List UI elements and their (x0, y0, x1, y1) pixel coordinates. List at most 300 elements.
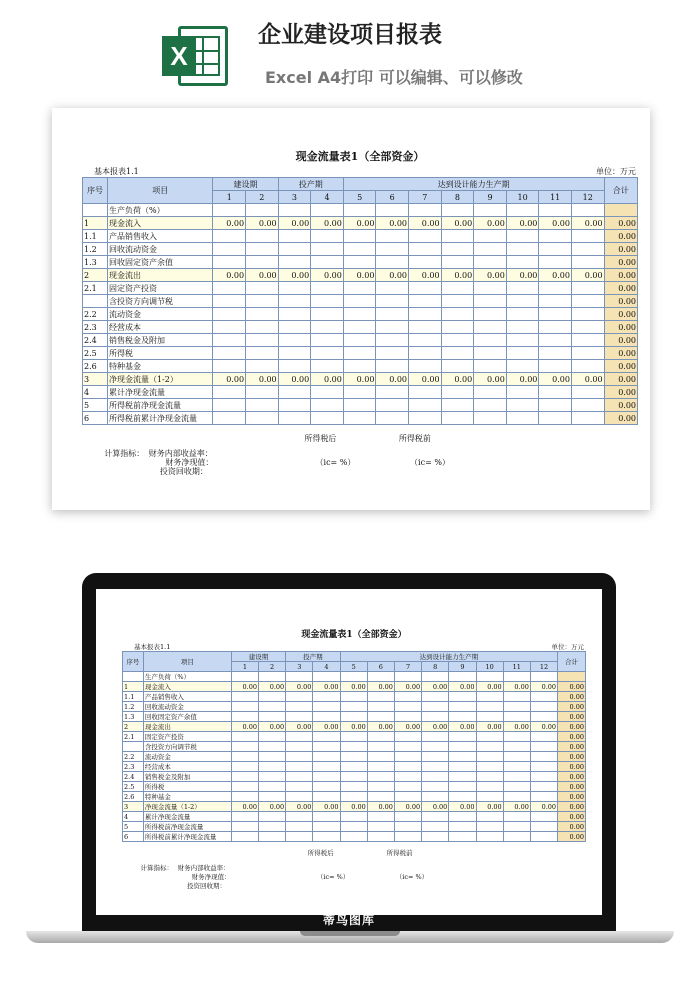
total-cell[interactable]: 0.00 (604, 217, 637, 230)
value-cell[interactable] (367, 692, 394, 702)
value-cell[interactable] (246, 204, 279, 217)
value-cell[interactable]: 0.00 (278, 373, 311, 386)
value-cell[interactable] (476, 832, 503, 842)
value-cell[interactable] (376, 399, 409, 412)
total-cell[interactable]: 0.00 (604, 230, 637, 243)
row-item[interactable]: 净现金流量（1-2） (143, 802, 231, 812)
row-seq[interactable] (83, 204, 108, 217)
total-cell[interactable]: 0.00 (604, 399, 637, 412)
row-seq[interactable]: 2.6 (83, 360, 108, 373)
value-cell[interactable] (246, 360, 279, 373)
value-cell[interactable] (506, 282, 539, 295)
value-cell[interactable] (474, 282, 507, 295)
value-cell[interactable] (313, 752, 340, 762)
value-cell[interactable] (394, 792, 421, 802)
value-cell[interactable]: 0.00 (231, 802, 258, 812)
value-cell[interactable] (422, 672, 449, 682)
value-cell[interactable] (278, 334, 311, 347)
row-seq[interactable] (83, 295, 108, 308)
value-cell[interactable]: 0.00 (259, 802, 286, 812)
value-cell[interactable] (476, 752, 503, 762)
value-cell[interactable] (422, 782, 449, 792)
value-cell[interactable] (231, 672, 258, 682)
value-cell[interactable] (246, 386, 279, 399)
value-cell[interactable]: 0.00 (530, 802, 557, 812)
total-cell[interactable]: 0.00 (604, 347, 637, 360)
value-cell[interactable]: 0.00 (213, 373, 246, 386)
value-cell[interactable] (476, 692, 503, 702)
value-cell[interactable] (503, 672, 530, 682)
value-cell[interactable] (278, 321, 311, 334)
value-cell[interactable] (506, 386, 539, 399)
value-cell[interactable] (441, 282, 474, 295)
value-cell[interactable]: 0.00 (278, 217, 311, 230)
value-cell[interactable] (340, 792, 367, 802)
value-cell[interactable] (474, 334, 507, 347)
value-cell[interactable] (278, 243, 311, 256)
value-cell[interactable] (449, 712, 476, 722)
value-cell[interactable] (343, 347, 376, 360)
value-cell[interactable] (530, 672, 557, 682)
row-item[interactable]: 现金流入 (143, 682, 231, 692)
value-cell[interactable] (506, 399, 539, 412)
value-cell[interactable] (340, 692, 367, 702)
value-cell[interactable] (343, 256, 376, 269)
value-cell[interactable] (503, 702, 530, 712)
row-seq[interactable]: 2.1 (83, 282, 108, 295)
value-cell[interactable]: 0.00 (313, 722, 340, 732)
value-cell[interactable] (313, 832, 340, 842)
value-cell[interactable] (571, 347, 604, 360)
value-cell[interactable] (311, 204, 344, 217)
value-cell[interactable]: 0.00 (409, 373, 442, 386)
value-cell[interactable] (571, 308, 604, 321)
value-cell[interactable]: 0.00 (506, 373, 539, 386)
value-cell[interactable] (503, 772, 530, 782)
value-cell[interactable] (286, 672, 313, 682)
value-cell[interactable] (409, 230, 442, 243)
value-cell[interactable] (259, 672, 286, 682)
value-cell[interactable]: 0.00 (343, 269, 376, 282)
row-item[interactable]: 所得税 (107, 347, 212, 360)
value-cell[interactable] (376, 295, 409, 308)
row-item[interactable]: 特种基金 (107, 360, 212, 373)
total-cell[interactable]: 0.00 (558, 752, 586, 762)
value-cell[interactable] (422, 752, 449, 762)
value-cell[interactable]: 0.00 (530, 682, 557, 692)
row-seq[interactable]: 3 (83, 373, 108, 386)
value-cell[interactable] (474, 399, 507, 412)
value-cell[interactable] (394, 762, 421, 772)
value-cell[interactable] (571, 282, 604, 295)
value-cell[interactable] (367, 732, 394, 742)
value-cell[interactable]: 0.00 (474, 373, 507, 386)
value-cell[interactable] (539, 243, 572, 256)
value-cell[interactable] (474, 256, 507, 269)
value-cell[interactable] (259, 792, 286, 802)
value-cell[interactable] (313, 822, 340, 832)
row-item[interactable]: 所得税前净现金流量 (143, 822, 231, 832)
total-cell[interactable]: 0.00 (558, 792, 586, 802)
value-cell[interactable] (343, 230, 376, 243)
value-cell[interactable] (422, 772, 449, 782)
value-cell[interactable] (506, 204, 539, 217)
value-cell[interactable]: 0.00 (506, 269, 539, 282)
value-cell[interactable] (474, 230, 507, 243)
row-item[interactable]: 含投资方向调节税 (143, 742, 231, 752)
value-cell[interactable] (441, 204, 474, 217)
value-cell[interactable] (503, 782, 530, 792)
value-cell[interactable] (506, 321, 539, 334)
total-cell[interactable]: 0.00 (604, 412, 637, 425)
value-cell[interactable] (539, 412, 572, 425)
row-seq[interactable]: 2.6 (123, 792, 144, 802)
total-cell[interactable]: 0.00 (604, 243, 637, 256)
value-cell[interactable] (340, 822, 367, 832)
row-seq[interactable]: 2.3 (123, 762, 144, 772)
value-cell[interactable] (530, 772, 557, 782)
value-cell[interactable]: 0.00 (506, 217, 539, 230)
value-cell[interactable]: 0.00 (474, 269, 507, 282)
value-cell[interactable] (259, 762, 286, 772)
value-cell[interactable]: 0.00 (441, 217, 474, 230)
value-cell[interactable] (340, 742, 367, 752)
value-cell[interactable] (259, 752, 286, 762)
value-cell[interactable] (422, 712, 449, 722)
value-cell[interactable] (246, 321, 279, 334)
value-cell[interactable]: 0.00 (503, 802, 530, 812)
value-cell[interactable] (340, 702, 367, 712)
value-cell[interactable] (422, 742, 449, 752)
value-cell[interactable] (506, 243, 539, 256)
value-cell[interactable] (530, 832, 557, 842)
value-cell[interactable] (394, 752, 421, 762)
value-cell[interactable] (539, 321, 572, 334)
value-cell[interactable] (213, 386, 246, 399)
value-cell[interactable] (394, 692, 421, 702)
value-cell[interactable]: 0.00 (571, 373, 604, 386)
value-cell[interactable] (539, 295, 572, 308)
total-cell[interactable]: 0.00 (558, 772, 586, 782)
value-cell[interactable] (394, 702, 421, 712)
row-seq[interactable]: 2.4 (123, 772, 144, 782)
value-cell[interactable] (340, 712, 367, 722)
row-item[interactable]: 累计净现金流量 (143, 812, 231, 822)
value-cell[interactable] (231, 732, 258, 742)
value-cell[interactable] (476, 812, 503, 822)
value-cell[interactable] (311, 360, 344, 373)
value-cell[interactable] (311, 412, 344, 425)
value-cell[interactable] (530, 692, 557, 702)
value-cell[interactable] (449, 752, 476, 762)
value-cell[interactable] (367, 762, 394, 772)
value-cell[interactable]: 0.00 (449, 802, 476, 812)
value-cell[interactable] (474, 386, 507, 399)
value-cell[interactable] (231, 772, 258, 782)
value-cell[interactable]: 0.00 (571, 269, 604, 282)
value-cell[interactable] (367, 822, 394, 832)
total-cell[interactable]: 0.00 (604, 308, 637, 321)
value-cell[interactable] (441, 386, 474, 399)
value-cell[interactable] (539, 334, 572, 347)
total-cell[interactable]: 0.00 (558, 732, 586, 742)
row-item[interactable]: 回收流动资金 (143, 702, 231, 712)
value-cell[interactable]: 0.00 (343, 373, 376, 386)
row-item[interactable]: 经营成本 (107, 321, 212, 334)
value-cell[interactable] (476, 742, 503, 752)
value-cell[interactable] (449, 762, 476, 772)
value-cell[interactable] (449, 822, 476, 832)
value-cell[interactable] (286, 832, 313, 842)
value-cell[interactable] (367, 702, 394, 712)
value-cell[interactable] (311, 308, 344, 321)
total-cell[interactable] (604, 204, 637, 217)
value-cell[interactable] (311, 243, 344, 256)
value-cell[interactable] (474, 204, 507, 217)
value-cell[interactable] (449, 792, 476, 802)
value-cell[interactable] (409, 308, 442, 321)
value-cell[interactable] (394, 772, 421, 782)
value-cell[interactable] (571, 386, 604, 399)
value-cell[interactable] (340, 812, 367, 822)
value-cell[interactable] (409, 321, 442, 334)
value-cell[interactable]: 0.00 (278, 269, 311, 282)
value-cell[interactable]: 0.00 (311, 373, 344, 386)
total-cell[interactable]: 0.00 (558, 802, 586, 812)
value-cell[interactable]: 0.00 (422, 722, 449, 732)
value-cell[interactable] (441, 243, 474, 256)
value-cell[interactable]: 0.00 (311, 269, 344, 282)
value-cell[interactable] (343, 295, 376, 308)
value-cell[interactable] (474, 360, 507, 373)
value-cell[interactable] (441, 347, 474, 360)
value-cell[interactable]: 0.00 (367, 722, 394, 732)
value-cell[interactable] (503, 822, 530, 832)
value-cell[interactable] (449, 672, 476, 682)
value-cell[interactable] (571, 399, 604, 412)
value-cell[interactable]: 0.00 (340, 802, 367, 812)
value-cell[interactable]: 0.00 (376, 373, 409, 386)
value-cell[interactable] (259, 692, 286, 702)
total-cell[interactable]: 0.00 (604, 360, 637, 373)
value-cell[interactable] (231, 692, 258, 702)
value-cell[interactable] (231, 822, 258, 832)
value-cell[interactable] (539, 282, 572, 295)
row-seq[interactable]: 1.2 (123, 702, 144, 712)
value-cell[interactable] (571, 256, 604, 269)
value-cell[interactable]: 0.00 (376, 217, 409, 230)
value-cell[interactable] (506, 412, 539, 425)
row-seq[interactable]: 2.2 (123, 752, 144, 762)
value-cell[interactable] (343, 204, 376, 217)
value-cell[interactable]: 0.00 (394, 682, 421, 692)
value-cell[interactable] (278, 360, 311, 373)
value-cell[interactable] (571, 243, 604, 256)
value-cell[interactable] (278, 295, 311, 308)
value-cell[interactable] (231, 792, 258, 802)
value-cell[interactable] (311, 334, 344, 347)
value-cell[interactable] (231, 832, 258, 842)
value-cell[interactable] (476, 702, 503, 712)
value-cell[interactable] (367, 832, 394, 842)
row-item[interactable]: 固定资产投资 (107, 282, 212, 295)
value-cell[interactable]: 0.00 (246, 373, 279, 386)
value-cell[interactable] (503, 712, 530, 722)
value-cell[interactable] (231, 782, 258, 792)
value-cell[interactable] (571, 321, 604, 334)
value-cell[interactable] (278, 399, 311, 412)
value-cell[interactable] (376, 334, 409, 347)
value-cell[interactable] (449, 772, 476, 782)
value-cell[interactable] (503, 692, 530, 702)
value-cell[interactable] (343, 399, 376, 412)
row-seq[interactable]: 1.3 (83, 256, 108, 269)
value-cell[interactable]: 0.00 (476, 682, 503, 692)
row-item[interactable]: 净现金流量（1-2） (107, 373, 212, 386)
value-cell[interactable] (231, 762, 258, 772)
value-cell[interactable] (474, 321, 507, 334)
value-cell[interactable] (213, 256, 246, 269)
value-cell[interactable] (311, 321, 344, 334)
value-cell[interactable] (376, 308, 409, 321)
value-cell[interactable] (409, 399, 442, 412)
value-cell[interactable] (476, 712, 503, 722)
value-cell[interactable] (376, 386, 409, 399)
row-item[interactable]: 销售税金及附加 (143, 772, 231, 782)
value-cell[interactable] (394, 732, 421, 742)
value-cell[interactable]: 0.00 (422, 682, 449, 692)
value-cell[interactable]: 0.00 (394, 802, 421, 812)
value-cell[interactable] (259, 732, 286, 742)
value-cell[interactable] (246, 282, 279, 295)
value-cell[interactable] (213, 347, 246, 360)
value-cell[interactable] (340, 672, 367, 682)
value-cell[interactable] (213, 282, 246, 295)
value-cell[interactable] (409, 256, 442, 269)
value-cell[interactable]: 0.00 (286, 682, 313, 692)
value-cell[interactable]: 0.00 (394, 722, 421, 732)
value-cell[interactable] (422, 732, 449, 742)
value-cell[interactable] (409, 334, 442, 347)
row-seq[interactable]: 1.2 (83, 243, 108, 256)
value-cell[interactable] (530, 812, 557, 822)
total-cell[interactable]: 0.00 (558, 682, 586, 692)
value-cell[interactable] (506, 308, 539, 321)
value-cell[interactable] (313, 702, 340, 712)
value-cell[interactable] (313, 712, 340, 722)
value-cell[interactable] (367, 782, 394, 792)
value-cell[interactable] (503, 832, 530, 842)
total-cell[interactable]: 0.00 (558, 812, 586, 822)
value-cell[interactable] (394, 742, 421, 752)
value-cell[interactable] (539, 399, 572, 412)
total-cell[interactable]: 0.00 (558, 822, 586, 832)
value-cell[interactable] (422, 702, 449, 712)
value-cell[interactable]: 0.00 (449, 722, 476, 732)
value-cell[interactable]: 0.00 (231, 682, 258, 692)
value-cell[interactable] (259, 782, 286, 792)
value-cell[interactable]: 0.00 (474, 217, 507, 230)
value-cell[interactable] (340, 832, 367, 842)
value-cell[interactable] (376, 204, 409, 217)
value-cell[interactable] (278, 204, 311, 217)
row-seq[interactable]: 6 (83, 412, 108, 425)
value-cell[interactable] (441, 295, 474, 308)
value-cell[interactable]: 0.00 (340, 682, 367, 692)
value-cell[interactable] (246, 334, 279, 347)
value-cell[interactable] (340, 732, 367, 742)
value-cell[interactable] (530, 782, 557, 792)
row-item[interactable]: 固定资产投资 (143, 732, 231, 742)
value-cell[interactable]: 0.00 (441, 269, 474, 282)
row-seq[interactable]: 1 (123, 682, 144, 692)
value-cell[interactable] (441, 308, 474, 321)
total-cell[interactable]: 0.00 (604, 282, 637, 295)
value-cell[interactable] (343, 282, 376, 295)
value-cell[interactable] (539, 347, 572, 360)
value-cell[interactable] (246, 412, 279, 425)
value-cell[interactable] (278, 412, 311, 425)
value-cell[interactable] (571, 360, 604, 373)
value-cell[interactable] (213, 243, 246, 256)
value-cell[interactable]: 0.00 (539, 269, 572, 282)
value-cell[interactable] (530, 792, 557, 802)
row-seq[interactable]: 1.1 (123, 692, 144, 702)
value-cell[interactable] (539, 256, 572, 269)
value-cell[interactable] (422, 762, 449, 772)
value-cell[interactable] (376, 230, 409, 243)
value-cell[interactable] (376, 321, 409, 334)
value-cell[interactable] (343, 386, 376, 399)
value-cell[interactable] (259, 712, 286, 722)
total-cell[interactable]: 0.00 (604, 321, 637, 334)
value-cell[interactable] (246, 295, 279, 308)
value-cell[interactable] (367, 812, 394, 822)
value-cell[interactable] (539, 204, 572, 217)
row-seq[interactable]: 2.5 (83, 347, 108, 360)
value-cell[interactable] (343, 412, 376, 425)
value-cell[interactable] (571, 295, 604, 308)
value-cell[interactable] (286, 782, 313, 792)
value-cell[interactable] (394, 822, 421, 832)
value-cell[interactable]: 0.00 (213, 269, 246, 282)
value-cell[interactable]: 0.00 (343, 217, 376, 230)
value-cell[interactable]: 0.00 (422, 802, 449, 812)
value-cell[interactable] (278, 386, 311, 399)
value-cell[interactable] (259, 812, 286, 822)
value-cell[interactable] (449, 832, 476, 842)
value-cell[interactable]: 0.00 (476, 722, 503, 732)
value-cell[interactable] (476, 672, 503, 682)
row-item[interactable]: 现金流出 (107, 269, 212, 282)
total-cell[interactable]: 0.00 (558, 702, 586, 712)
row-item[interactable]: 产品销售收入 (107, 230, 212, 243)
value-cell[interactable] (476, 762, 503, 772)
value-cell[interactable] (409, 295, 442, 308)
value-cell[interactable]: 0.00 (340, 722, 367, 732)
value-cell[interactable] (571, 412, 604, 425)
value-cell[interactable] (441, 256, 474, 269)
value-cell[interactable] (422, 812, 449, 822)
row-seq[interactable]: 1 (83, 217, 108, 230)
row-seq[interactable] (123, 742, 144, 752)
value-cell[interactable] (571, 230, 604, 243)
total-cell[interactable]: 0.00 (604, 334, 637, 347)
value-cell[interactable] (571, 204, 604, 217)
row-item[interactable]: 回收固定资产余值 (143, 712, 231, 722)
value-cell[interactable] (476, 792, 503, 802)
row-seq[interactable]: 4 (83, 386, 108, 399)
